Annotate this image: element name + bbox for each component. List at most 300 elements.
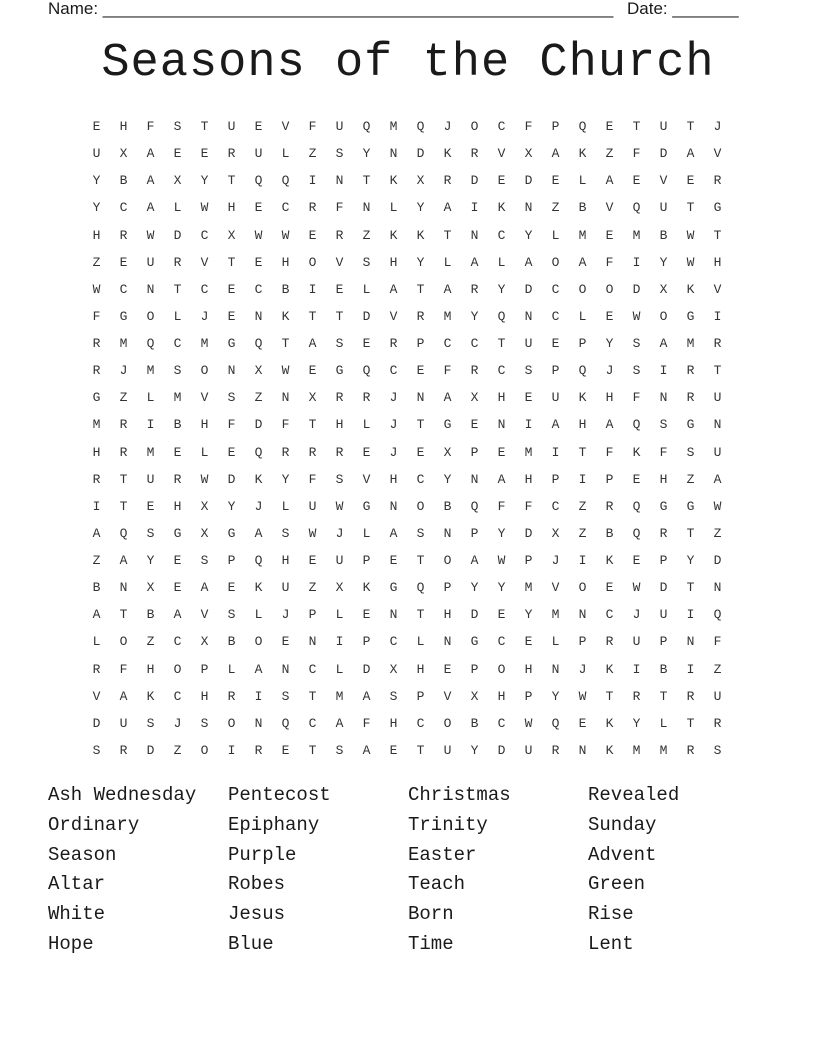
grid-letter: L bbox=[551, 227, 560, 243]
grid-letter: N bbox=[416, 390, 425, 406]
grid-letter: J bbox=[389, 390, 398, 406]
grid-letter: S bbox=[173, 119, 182, 134]
grid-row bbox=[83, 249, 731, 276]
grid-letter: A bbox=[119, 688, 128, 704]
grid-letter: O bbox=[443, 553, 452, 568]
word-list-item: Pentecost bbox=[228, 784, 331, 806]
grid-letter: E bbox=[92, 119, 101, 134]
grid-row bbox=[83, 384, 731, 411]
grid-letter: M bbox=[146, 363, 155, 379]
grid-letter: A bbox=[389, 281, 398, 297]
grid-letter: T bbox=[227, 173, 236, 189]
grid-letter: D bbox=[146, 742, 155, 758]
grid-letter: E bbox=[227, 281, 236, 297]
grid-letter: V bbox=[443, 688, 452, 704]
grid-letter: T bbox=[173, 281, 182, 297]
grid-letter: Q bbox=[281, 715, 290, 731]
grid-letter: S bbox=[335, 336, 344, 351]
grid-letter: P bbox=[551, 119, 560, 134]
word-list-item: Easter bbox=[408, 843, 477, 866]
grid-letter: C bbox=[443, 336, 452, 351]
grid-letter: F bbox=[605, 444, 614, 460]
grid-letter: Q bbox=[578, 119, 587, 134]
grid-letter: H bbox=[497, 688, 506, 704]
grid-letter: H bbox=[92, 444, 101, 460]
grid-letter: Y bbox=[227, 498, 236, 514]
grid-letter: H bbox=[335, 417, 344, 433]
grid-letter: C bbox=[551, 308, 560, 324]
grid-letter: I bbox=[686, 607, 695, 623]
grid-letter: S bbox=[713, 742, 722, 758]
grid-letter: Z bbox=[254, 390, 263, 406]
grid-letter: I bbox=[308, 173, 317, 189]
grid-letter: G bbox=[713, 200, 722, 216]
grid-letter: O bbox=[146, 308, 155, 324]
grid-letter: L bbox=[551, 634, 560, 650]
grid-letter: V bbox=[551, 580, 560, 596]
grid-letter: W bbox=[146, 227, 155, 243]
grid-letter: I bbox=[632, 254, 641, 270]
grid-letter: Q bbox=[632, 200, 641, 216]
word-list-item: Time bbox=[408, 932, 454, 955]
grid-letter: Y bbox=[470, 580, 479, 596]
grid-letter: N bbox=[497, 417, 506, 433]
grid-letter: T bbox=[362, 173, 371, 189]
grid-letter: Q bbox=[119, 525, 128, 541]
grid-letter: T bbox=[578, 444, 587, 460]
grid-letter: F bbox=[227, 417, 236, 433]
grid-row bbox=[83, 167, 731, 194]
grid-letter: C bbox=[389, 363, 398, 379]
grid-letter: R bbox=[659, 525, 668, 541]
grid-letter: R bbox=[92, 471, 101, 487]
grid-row bbox=[83, 330, 731, 357]
grid-letter: T bbox=[119, 607, 128, 623]
grid-letter: L bbox=[281, 498, 290, 514]
grid-letter: W bbox=[308, 525, 317, 541]
grid-letter: Z bbox=[362, 227, 371, 243]
grid-letter: R bbox=[362, 390, 371, 406]
grid-letter: G bbox=[335, 363, 344, 379]
grid-row bbox=[83, 411, 731, 438]
grid-letter: W bbox=[92, 281, 101, 297]
grid-letter: G bbox=[470, 634, 479, 650]
grid-letter: L bbox=[254, 607, 263, 623]
grid-letter: Y bbox=[686, 553, 695, 568]
grid-letter: C bbox=[551, 498, 560, 514]
grid-letter: X bbox=[119, 146, 128, 162]
grid-letter: H bbox=[605, 390, 614, 406]
word-list-item: Christmas bbox=[408, 784, 511, 806]
grid-letter: L bbox=[173, 200, 182, 216]
grid-letter: R bbox=[470, 146, 479, 162]
word-list-item: Robes bbox=[228, 873, 286, 896]
grid-letter: W bbox=[497, 553, 506, 568]
grid-letter: Q bbox=[632, 498, 641, 514]
grid-letter: D bbox=[524, 173, 533, 189]
grid-letter: A bbox=[92, 607, 101, 623]
grid-letter: C bbox=[173, 688, 182, 704]
grid-letter: U bbox=[659, 200, 668, 216]
grid-letter: J bbox=[335, 525, 344, 541]
grid-letter: E bbox=[470, 417, 479, 433]
grid-letter: M bbox=[632, 227, 641, 243]
grid-letter: T bbox=[659, 688, 668, 704]
grid-letter: V bbox=[659, 173, 668, 189]
grid-letter: Y bbox=[362, 146, 371, 162]
grid-letter: T bbox=[632, 119, 641, 134]
grid-letter: X bbox=[335, 580, 344, 596]
grid-letter: E bbox=[227, 444, 236, 460]
grid-letter: X bbox=[389, 661, 398, 677]
grid-letter: X bbox=[470, 688, 479, 704]
grid-letter: A bbox=[254, 525, 263, 541]
grid-letter: C bbox=[497, 363, 506, 379]
grid-letter: C bbox=[389, 634, 398, 650]
grid-letter: J bbox=[389, 417, 398, 433]
grid-letter: Q bbox=[281, 173, 290, 189]
grid-letter: F bbox=[308, 119, 317, 134]
grid-letter: E bbox=[605, 580, 614, 596]
grid-row bbox=[83, 222, 731, 249]
grid-letter: A bbox=[308, 336, 317, 351]
grid-letter: L bbox=[362, 417, 371, 433]
grid-letter: C bbox=[605, 607, 614, 623]
grid-letter: L bbox=[335, 607, 344, 623]
grid-letter: Z bbox=[92, 254, 101, 270]
grid-letter: T bbox=[686, 119, 695, 134]
grid-letter: K bbox=[281, 308, 290, 324]
grid-letter: B bbox=[443, 498, 452, 514]
grid-letter: H bbox=[524, 471, 533, 487]
grid-letter: N bbox=[335, 173, 344, 189]
grid-letter: K bbox=[605, 715, 614, 731]
grid-letter: O bbox=[605, 281, 614, 297]
grid-letter: R bbox=[470, 363, 479, 379]
grid-letter: A bbox=[551, 146, 560, 162]
grid-letter: E bbox=[254, 254, 263, 270]
grid-letter: B bbox=[119, 173, 128, 189]
grid-letter: U bbox=[632, 634, 641, 650]
grid-letter: T bbox=[416, 281, 425, 297]
word-list-item: Trinity bbox=[408, 813, 488, 836]
grid-letter: P bbox=[308, 607, 317, 623]
grid-letter: E bbox=[281, 742, 290, 758]
grid-letter: G bbox=[227, 525, 236, 541]
grid-letter: I bbox=[470, 200, 479, 216]
grid-letter: M bbox=[578, 227, 587, 243]
grid-letter: S bbox=[146, 715, 155, 731]
grid-letter: E bbox=[227, 308, 236, 324]
grid-letter: W bbox=[632, 308, 641, 324]
grid-letter: F bbox=[281, 417, 290, 433]
grid-letter: E bbox=[308, 553, 317, 568]
grid-letter: B bbox=[659, 661, 668, 677]
grid-letter: G bbox=[686, 308, 695, 324]
grid-letter: E bbox=[443, 661, 452, 677]
grid-letter: L bbox=[92, 634, 101, 650]
grid-letter: E bbox=[497, 444, 506, 460]
grid-letter: G bbox=[227, 336, 236, 351]
grid-letter: X bbox=[227, 227, 236, 243]
grid-letter: P bbox=[470, 444, 479, 460]
grid-letter: E bbox=[605, 119, 614, 134]
grid-letter: C bbox=[254, 281, 263, 297]
grid-letter: K bbox=[632, 444, 641, 460]
grid-letter: D bbox=[362, 661, 371, 677]
grid-row bbox=[83, 710, 731, 737]
grid-letter: D bbox=[254, 417, 263, 433]
grid-letter: K bbox=[605, 742, 614, 758]
grid-letter: A bbox=[200, 580, 209, 596]
grid-letter: Q bbox=[497, 308, 506, 324]
grid-letter: H bbox=[146, 661, 155, 677]
grid-letter: J bbox=[632, 607, 641, 623]
grid-letter: Z bbox=[308, 146, 317, 162]
grid-letter: S bbox=[362, 254, 371, 270]
grid-letter: C bbox=[497, 119, 506, 134]
grid-letter: D bbox=[416, 146, 425, 162]
grid-letter: B bbox=[578, 200, 587, 216]
grid-letter: J bbox=[443, 119, 452, 134]
grid-letter: A bbox=[362, 742, 371, 758]
word-list-item: Revealed bbox=[588, 784, 680, 806]
grid-letter: K bbox=[254, 471, 263, 487]
grid-letter: R bbox=[632, 688, 641, 704]
grid-letter: V bbox=[713, 281, 722, 297]
grid-letter: Q bbox=[146, 336, 155, 351]
grid-letter: H bbox=[200, 688, 209, 704]
grid-letter: U bbox=[659, 119, 668, 134]
grid-letter: R bbox=[119, 742, 128, 758]
grid-letter: U bbox=[713, 688, 722, 704]
grid-letter: W bbox=[578, 688, 587, 704]
grid-letter: A bbox=[146, 200, 155, 216]
grid-letter: H bbox=[497, 390, 506, 406]
grid-letter: S bbox=[335, 742, 344, 758]
grid-letter: D bbox=[659, 580, 668, 596]
grid-letter: R bbox=[173, 254, 182, 270]
grid-letter: Y bbox=[497, 281, 506, 297]
grid-letter: T bbox=[497, 336, 506, 351]
grid-letter: L bbox=[146, 390, 155, 406]
grid-letter: H bbox=[281, 553, 290, 568]
grid-letter: I bbox=[713, 308, 722, 324]
grid-letter: S bbox=[632, 336, 641, 351]
grid-letter: R bbox=[389, 336, 398, 351]
grid-letter: L bbox=[227, 661, 236, 677]
grid-letter: Q bbox=[632, 525, 641, 541]
grid-letter: V bbox=[200, 390, 209, 406]
grid-letter: Z bbox=[119, 390, 128, 406]
grid-letter: H bbox=[659, 471, 668, 487]
grid-letter: M bbox=[524, 580, 533, 596]
grid-letter: N bbox=[389, 498, 398, 514]
grid-letter: E bbox=[605, 308, 614, 324]
grid-letter: J bbox=[281, 607, 290, 623]
grid-letter: M bbox=[389, 119, 398, 134]
grid-letter: D bbox=[659, 146, 668, 162]
word-list-item: Altar bbox=[48, 873, 106, 896]
grid-letter: T bbox=[308, 688, 317, 704]
grid-letter: Z bbox=[308, 580, 317, 596]
grid-letter: I bbox=[92, 498, 101, 514]
grid-letter: Q bbox=[254, 336, 263, 351]
grid-letter: E bbox=[416, 444, 425, 460]
grid-letter: T bbox=[200, 119, 209, 134]
date-field: Date: _______ bbox=[627, 0, 739, 18]
grid-letter: U bbox=[281, 580, 290, 596]
grid-letter: S bbox=[281, 688, 290, 704]
grid-letter: W bbox=[632, 580, 641, 596]
grid-letter: L bbox=[659, 715, 668, 731]
grid-letter: C bbox=[470, 336, 479, 351]
grid-letter: E bbox=[173, 580, 182, 596]
grid-letter: I bbox=[659, 363, 668, 379]
grid-letter: I bbox=[578, 553, 587, 568]
grid-letter: G bbox=[686, 417, 695, 433]
grid-letter: M bbox=[173, 390, 182, 406]
grid-letter: B bbox=[605, 525, 614, 541]
word-list-item: Purple bbox=[228, 843, 297, 866]
grid-letter: R bbox=[335, 390, 344, 406]
grid-letter: Y bbox=[524, 607, 533, 623]
grid-letter: E bbox=[551, 173, 560, 189]
grid-letter: C bbox=[497, 634, 506, 650]
grid-letter: C bbox=[308, 661, 317, 677]
grid-letter: F bbox=[524, 119, 533, 134]
grid-letter: I bbox=[686, 661, 695, 677]
grid-letter: N bbox=[389, 607, 398, 623]
grid-letter: A bbox=[551, 417, 560, 433]
grid-letter: T bbox=[686, 525, 695, 541]
grid-letter: Q bbox=[254, 173, 263, 189]
word-list-item: Season bbox=[48, 843, 117, 866]
grid-letter: O bbox=[578, 281, 587, 297]
grid-letter: N bbox=[119, 580, 128, 596]
grid-letter: R bbox=[551, 742, 560, 758]
word-list-item: Jesus bbox=[228, 903, 286, 926]
grid-letter: E bbox=[551, 336, 560, 351]
grid-letter: C bbox=[200, 281, 209, 297]
grid-letter: H bbox=[173, 498, 182, 514]
grid-letter: E bbox=[308, 227, 317, 243]
grid-letter: C bbox=[281, 200, 290, 216]
grid-letter: S bbox=[281, 525, 290, 541]
grid-letter: A bbox=[254, 661, 263, 677]
grid-letter: E bbox=[308, 363, 317, 379]
word-list-item: Rise bbox=[588, 903, 634, 926]
grid-letter: G bbox=[686, 498, 695, 514]
grid-letter: T bbox=[416, 417, 425, 433]
grid-letter: V bbox=[605, 200, 614, 216]
grid-letter: E bbox=[632, 553, 641, 568]
name-field: Name: ______________________________________________________ bbox=[48, 0, 614, 18]
grid-letter: A bbox=[335, 715, 344, 731]
grid-letter: P bbox=[659, 553, 668, 568]
word-list-item: Hope bbox=[48, 932, 94, 955]
grid-letter: V bbox=[497, 146, 506, 162]
grid-letter: R bbox=[281, 444, 290, 460]
grid-letter: Y bbox=[551, 688, 560, 704]
grid-letter: L bbox=[200, 444, 209, 460]
grid-letter: T bbox=[686, 200, 695, 216]
grid-letter: J bbox=[254, 498, 263, 514]
grid-letter: I bbox=[146, 417, 155, 433]
grid-letter: S bbox=[416, 525, 425, 541]
grid-letter: A bbox=[146, 173, 155, 189]
grid-letter: C bbox=[119, 281, 128, 297]
grid-letter: A bbox=[119, 553, 128, 568]
grid-letter: Z bbox=[713, 525, 722, 541]
grid-letter: S bbox=[335, 471, 344, 487]
grid-letter: R bbox=[713, 336, 722, 351]
grid-letter: R bbox=[686, 742, 695, 758]
grid-letter: L bbox=[578, 173, 587, 189]
grid-letter: R bbox=[227, 688, 236, 704]
grid-letter: O bbox=[173, 661, 182, 677]
grid-letter: N bbox=[470, 227, 479, 243]
grid-letter: R bbox=[686, 688, 695, 704]
grid-letter: U bbox=[146, 254, 155, 270]
grid-letter: W bbox=[200, 471, 209, 487]
grid-letter: N bbox=[227, 363, 236, 379]
grid-letter: N bbox=[713, 580, 722, 596]
grid-row bbox=[83, 601, 731, 628]
grid-letter: A bbox=[362, 688, 371, 704]
grid-letter: L bbox=[497, 254, 506, 270]
grid-letter: E bbox=[173, 146, 182, 162]
grid-letter: Y bbox=[281, 471, 290, 487]
grid-letter: E bbox=[686, 173, 695, 189]
grid-letter: N bbox=[686, 634, 695, 650]
grid-letter: V bbox=[92, 688, 101, 704]
grid-letter: R bbox=[416, 308, 425, 324]
grid-letter: U bbox=[335, 119, 344, 134]
grid-letter: X bbox=[254, 363, 263, 379]
word-list-item: Born bbox=[408, 903, 454, 926]
grid-letter: U bbox=[227, 119, 236, 134]
grid-letter: R bbox=[308, 200, 317, 216]
grid-letter: M bbox=[551, 607, 560, 623]
grid-letter: T bbox=[713, 227, 722, 243]
grid-letter: O bbox=[227, 715, 236, 731]
grid-letter: M bbox=[686, 336, 695, 351]
grid-letter: U bbox=[92, 146, 101, 162]
word-list-item: Teach bbox=[408, 873, 466, 896]
grid-letter: P bbox=[578, 336, 587, 351]
page-title: Seasons of the Church bbox=[101, 37, 715, 90]
grid-letter: Z bbox=[713, 661, 722, 677]
grid-letter: O bbox=[551, 254, 560, 270]
grid-letter: R bbox=[119, 417, 128, 433]
grid-letter: P bbox=[200, 661, 209, 677]
grid-letter: R bbox=[119, 444, 128, 460]
grid-row bbox=[83, 656, 731, 683]
grid-letter: A bbox=[470, 553, 479, 568]
grid-letter: A bbox=[389, 525, 398, 541]
grid-letter: I bbox=[308, 281, 317, 297]
grid-letter: O bbox=[659, 308, 668, 324]
grid-letter: L bbox=[578, 308, 587, 324]
grid-letter: T bbox=[605, 688, 614, 704]
grid-letter: G bbox=[362, 498, 371, 514]
grid-letter: H bbox=[713, 254, 722, 270]
grid-letter: E bbox=[632, 471, 641, 487]
grid-letter: S bbox=[146, 525, 155, 541]
grid-letter: J bbox=[713, 119, 722, 134]
grid-letter: Y bbox=[659, 254, 668, 270]
